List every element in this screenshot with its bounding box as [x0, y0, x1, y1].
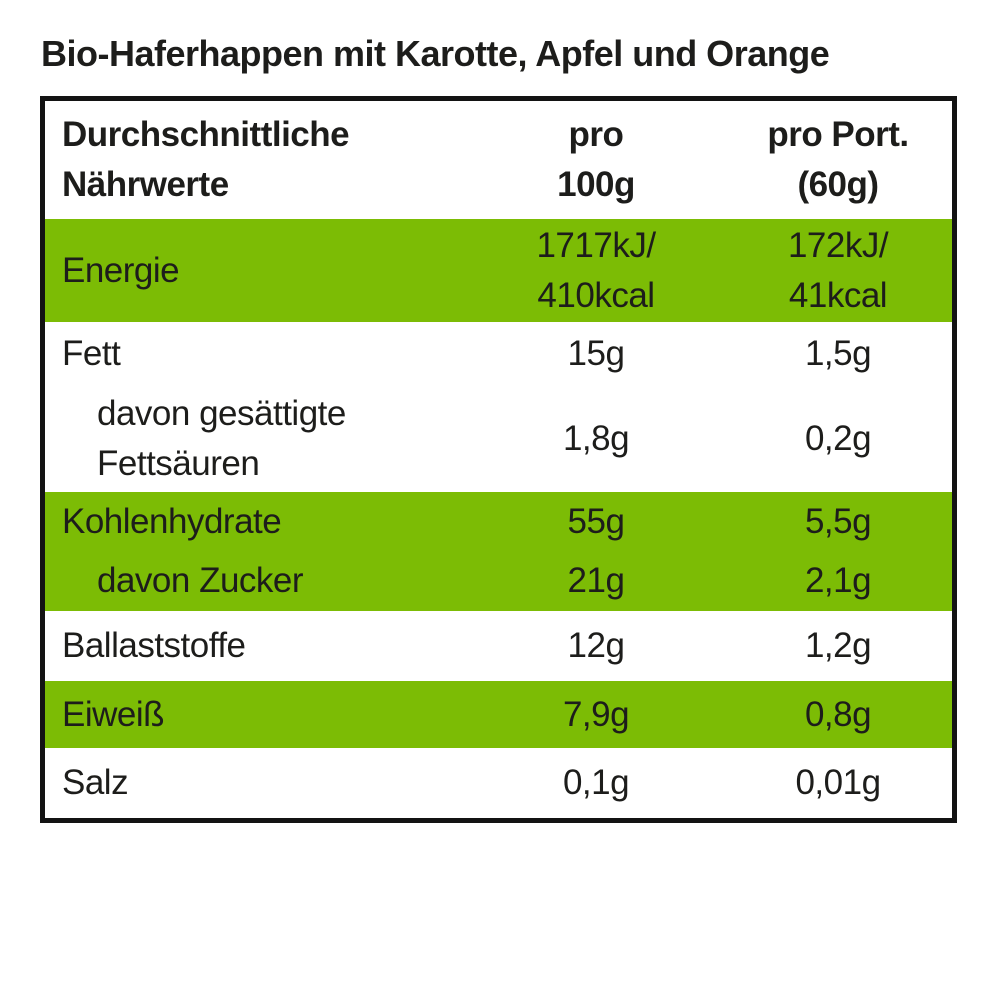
row-zucker-portion	[724, 551, 952, 611]
row-ballaststoffe-portion-value: 1,2g	[804, 626, 872, 665]
row-kohlenhydrate-portion-value: 5,5g	[804, 501, 872, 541]
row-fett	[45, 322, 952, 386]
table-header-row	[45, 101, 952, 219]
row-zucker	[45, 551, 952, 611]
row-eiweiss-portion-value: 0,8g	[804, 694, 872, 734]
row-energie-per100-kcal: 410kcal	[537, 275, 655, 315]
header-per-100g-line2: 100g	[557, 165, 635, 204]
row-gesaettigte-fettsaeuren-per100	[468, 386, 724, 492]
row-energie-label-text: Energie	[62, 250, 180, 290]
header-per-portion	[724, 101, 952, 219]
row-energie-per100-kj: 1717kJ/	[536, 225, 656, 265]
row-salz-per100	[468, 748, 724, 818]
row-gesaettigte-fettsaeuren	[45, 386, 952, 492]
header-nutrients-line1: Durchschnittliche	[62, 115, 350, 154]
header-per-portion-line1: pro Port.	[767, 115, 909, 154]
row-kohlenhydrate-per100-value: 55g	[567, 501, 625, 541]
header-per-portion-line2: (60g)	[797, 165, 879, 204]
row-zucker-label-text: davon Zucker	[97, 561, 304, 600]
row-fett-portion	[724, 322, 952, 386]
nutrition-table	[40, 96, 957, 823]
row-ballaststoffe-per100-value: 12g	[567, 626, 625, 665]
row-kohlenhydrate-per100	[468, 492, 724, 551]
row-gesaettigte-fettsaeuren-per100-value: 1,8g	[562, 419, 630, 458]
row-zucker-label	[45, 551, 468, 611]
header-per-100g-line1: pro	[568, 115, 624, 154]
row-energie-portion	[724, 219, 952, 322]
row-salz-per100-value: 0,1g	[562, 763, 630, 802]
row-fett-label-text: Fett	[62, 334, 121, 373]
row-salz-portion-value: 0,01g	[795, 763, 881, 802]
row-salz-portion	[724, 748, 952, 818]
header-nutrients-line2: Nährwerte	[62, 165, 229, 204]
row-salz	[45, 748, 952, 818]
row-gesaettigte-fettsaeuren-label-line2: Fettsäuren	[97, 444, 260, 483]
header-per-100g	[468, 101, 724, 219]
row-gesaettigte-fettsaeuren-portion	[724, 386, 952, 492]
row-energie-portion-kcal: 41kcal	[788, 275, 888, 315]
row-kohlenhydrate	[45, 492, 952, 551]
header-nutrients	[45, 101, 468, 219]
row-energie-portion-kj: 172kJ/	[787, 225, 889, 265]
row-fett-label	[45, 322, 468, 386]
row-eiweiss-label-text: Eiweiß	[62, 694, 165, 734]
row-kohlenhydrate-label-text: Kohlenhydrate	[62, 501, 282, 541]
row-energie-label	[45, 219, 468, 322]
row-fett-per100-value: 15g	[567, 334, 625, 373]
row-ballaststoffe	[45, 611, 952, 681]
row-zucker-portion-value: 2,1g	[804, 561, 872, 600]
row-kohlenhydrate-portion	[724, 492, 952, 551]
row-gesaettigte-fettsaeuren-label	[45, 386, 468, 492]
product-title: Bio-Haferhappen mit Karotte, Apfel und Orange	[41, 33, 830, 74]
row-zucker-per100	[468, 551, 724, 611]
row-fett-portion-value: 1,5g	[804, 334, 872, 373]
row-salz-label-text: Salz	[62, 763, 129, 802]
row-gesaettigte-fettsaeuren-label-line1: davon gesättigte	[97, 394, 346, 433]
row-eiweiss-label	[45, 681, 468, 748]
row-ballaststoffe-label	[45, 611, 468, 681]
row-zucker-per100-value: 21g	[567, 561, 625, 600]
row-eiweiss-portion	[724, 681, 952, 748]
row-salz-label	[45, 748, 468, 818]
row-ballaststoffe-per100	[468, 611, 724, 681]
row-energie	[45, 219, 952, 322]
row-gesaettigte-fettsaeuren-portion-value: 0,2g	[804, 419, 872, 458]
row-energie-per100	[468, 219, 724, 322]
row-kohlenhydrate-label	[45, 492, 468, 551]
row-ballaststoffe-portion	[724, 611, 952, 681]
row-fett-per100	[468, 322, 724, 386]
row-eiweiss-per100	[468, 681, 724, 748]
row-ballaststoffe-label-text: Ballaststoffe	[62, 626, 246, 665]
row-eiweiss	[45, 681, 952, 748]
row-eiweiss-per100-value: 7,9g	[562, 694, 630, 734]
